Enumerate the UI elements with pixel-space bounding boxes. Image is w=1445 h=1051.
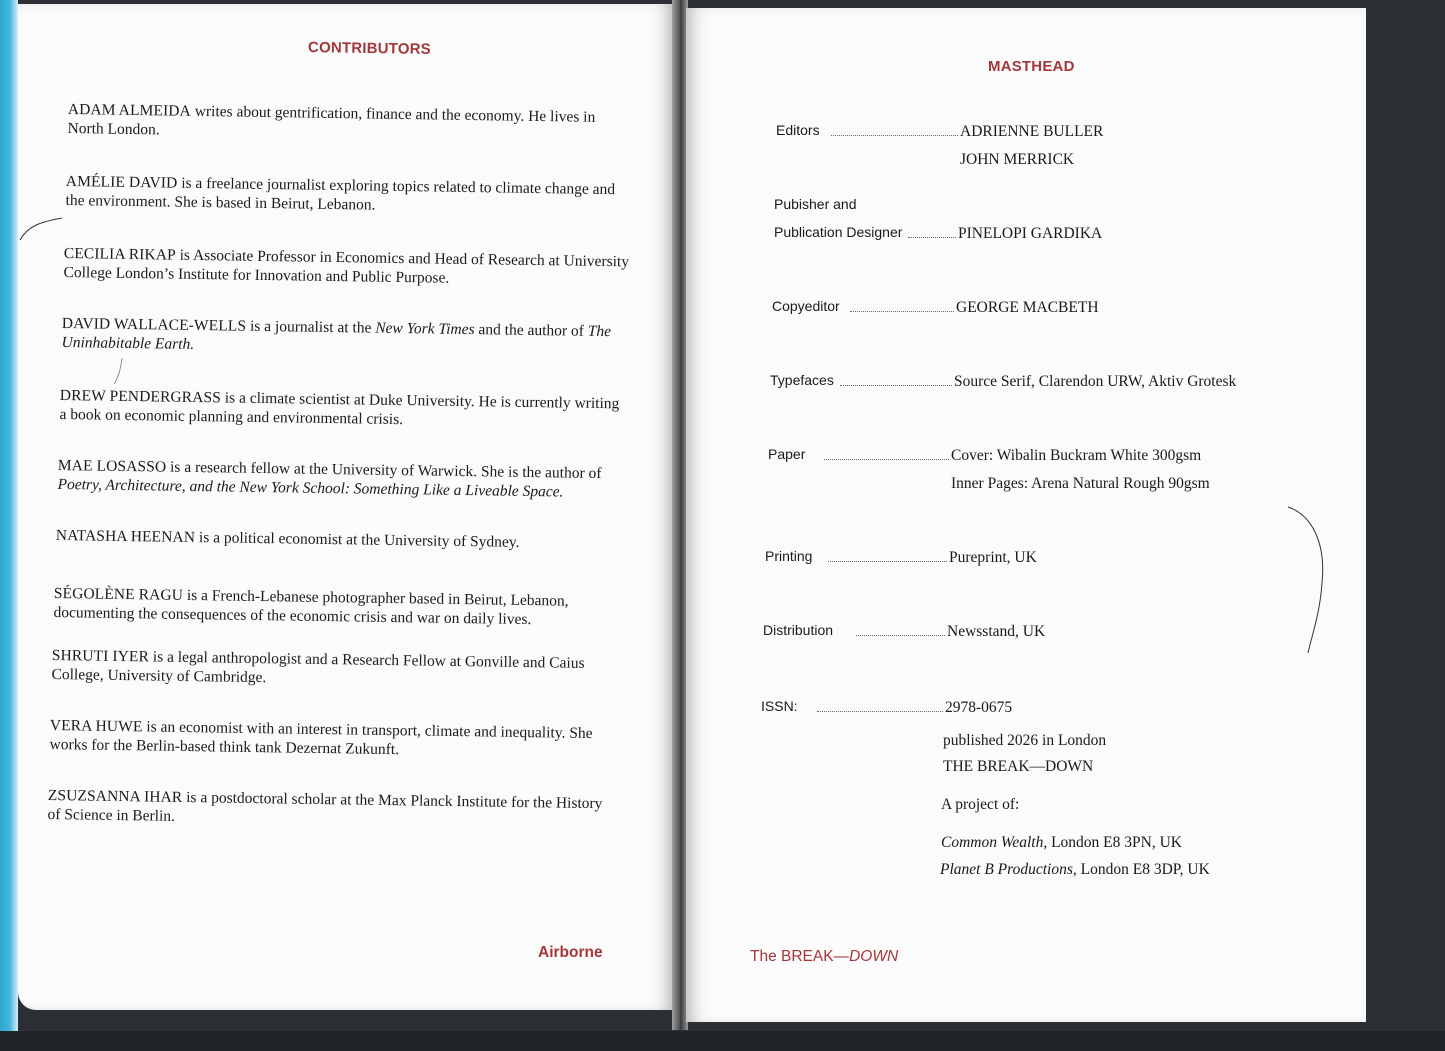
masthead-value: ADRIENNE BULLER [960,123,1104,140]
partner-line [940,861,1210,879]
masthead-label: Editors [776,122,820,138]
contributor-name: MAE LOSASSO [57,456,167,476]
masthead-value: PINELOPI GARDIKA [958,225,1103,242]
masthead-value: Inner Pages: Arena Natural Rough 90gsm [951,475,1210,492]
left-page [18,4,674,1010]
masthead-label: Copyeditor [772,298,840,314]
contributor-name: ZSUZSANNA IHAR [47,786,183,806]
contributor-entry [49,716,616,762]
contributor-bio: is a journalist at the [246,317,376,337]
masthead-value: Cover: Wibalin Buckram White 300gsm [951,447,1202,464]
masthead-label: Pubisher and Publication Designer [774,196,903,240]
background-bottom [0,1031,1445,1051]
footer-title-italic: DOWN [849,948,899,965]
contributor-entry [63,244,630,290]
contributor-bio: is a freelance journalist exploring topics related to climate change and the environment. She is based in Beirut, Lebanon. [65,174,616,214]
contributors-heading: CONTRIBUTORS [307,39,432,58]
contributor-bio: is a political economist at the University of Sydney. [194,529,520,551]
leader-dots [831,135,958,136]
pen-mark [112,356,132,386]
contributor-work-title: Poetry, Architecture, and the New York School: Something Like a Liveable Space. [57,475,564,501]
contributor-entry [57,456,624,502]
masthead-value: Pureprint, UK [949,549,1037,566]
contributor-bio: writes about gentrification, finance and the economy. He lives in North London. [67,102,596,139]
contributor-name: DREW PENDERGRASS [59,386,222,407]
contributor-bio: is Associate Professor in Economics and Head of Research at University College London’s Institute for Innovation and Public Purpose. [63,246,630,287]
leader-dots [856,635,945,636]
contributor-name: NATASHA HEENAN [55,526,196,547]
masthead-label: ISSN: [761,698,798,714]
leader-dots [840,385,952,386]
contributor-name: ADAM ALMEIDA [67,100,192,120]
background-edge [0,0,18,1051]
contributor-name: DAVID WALLACE-WELLS [61,314,247,335]
contributor-entry [47,786,614,832]
contributor-name: AMÉLIE DAVID [65,172,178,192]
right-page [686,8,1366,1022]
contributor-entry [67,100,634,146]
masthead-value: JOHN MERRICK [960,151,1075,168]
leader-dots [828,561,947,562]
contributor-work-title: The Uninhabitable Earth. [61,322,612,353]
partner-name: Common Wealth [941,834,1044,851]
published-line: published 2026 in London [943,732,1107,749]
contributor-bio: and the author of [474,321,588,340]
leader-dots [850,311,954,312]
contributor-bio: is a legal anthropologist and a Research Fellow at Gonville and Caius College, University of Cambridge. [51,648,585,687]
publication-name: THE BREAK—DOWN [943,758,1094,775]
pen-mark [18,204,78,244]
contributor-entry [53,584,620,630]
contributor-name: SHRUTI IYER [51,646,150,666]
masthead-label: Printing [765,548,813,564]
masthead-label: Typefaces [770,372,834,388]
contributor-name: SÉGOLÈNE RAGU [53,584,184,604]
partner-name: Planet B Productions [940,861,1073,878]
contributor-bio: is a French-Lebanese photographer based in Beirut, Lebanon, documenting the consequences of the economic crisis and war on daily lives. [53,586,569,629]
partner-address: , London E8 3DP, UK [1072,861,1210,878]
leader-dots [817,711,943,712]
contributor-entry [61,314,628,360]
contributor-entry [51,646,618,692]
masthead-value: Source Serif, Clarendon URW, Aktiv Grotesk [954,373,1237,390]
contributor-name: CECILIA RIKAP [63,244,176,264]
masthead-label: Paper [768,446,806,462]
contributor-name: VERA HUWE [49,716,143,736]
masthead-value: GEORGE MACBETH [956,299,1099,316]
masthead-heading: MASTHEAD [988,58,1075,75]
page-footer-left: Airborne [538,944,603,961]
page-footer-right [750,948,898,966]
partner-line [941,834,1182,852]
leader-dots [824,459,949,460]
masthead-value: 2978-0675 [945,699,1013,716]
partner-address: , London E8 3PN, UK [1043,834,1182,851]
contributor-entry [56,526,622,553]
masthead-label: Distribution [763,622,834,638]
contributor-entry [59,386,626,432]
contributor-bio: is a postdoctoral scholar at the Max Planck Institute for the History of Science in Berlin. [47,788,603,825]
contributor-bio: is an economist with an interest in transport, climate and inequality. She works for the Berlin-based think tank Dezernat Zukunft. [49,718,593,759]
contributor-bio: is a climate scientist at Duke University. He is currently writing a book on economic planning and environmental crisis. [59,389,620,429]
contributor-bio: is a research fellow at the University of Warwick. She is the author of [166,458,602,483]
footer-title: The BREAK— [750,948,850,965]
contributor-entry [65,172,632,218]
project-of-label: A project of: [941,796,1020,813]
contributor-work-title: New York Times [375,319,475,339]
masthead-value: Newsstand, UK [947,623,1046,640]
pen-mark [1282,503,1342,663]
leader-dots [908,237,956,238]
